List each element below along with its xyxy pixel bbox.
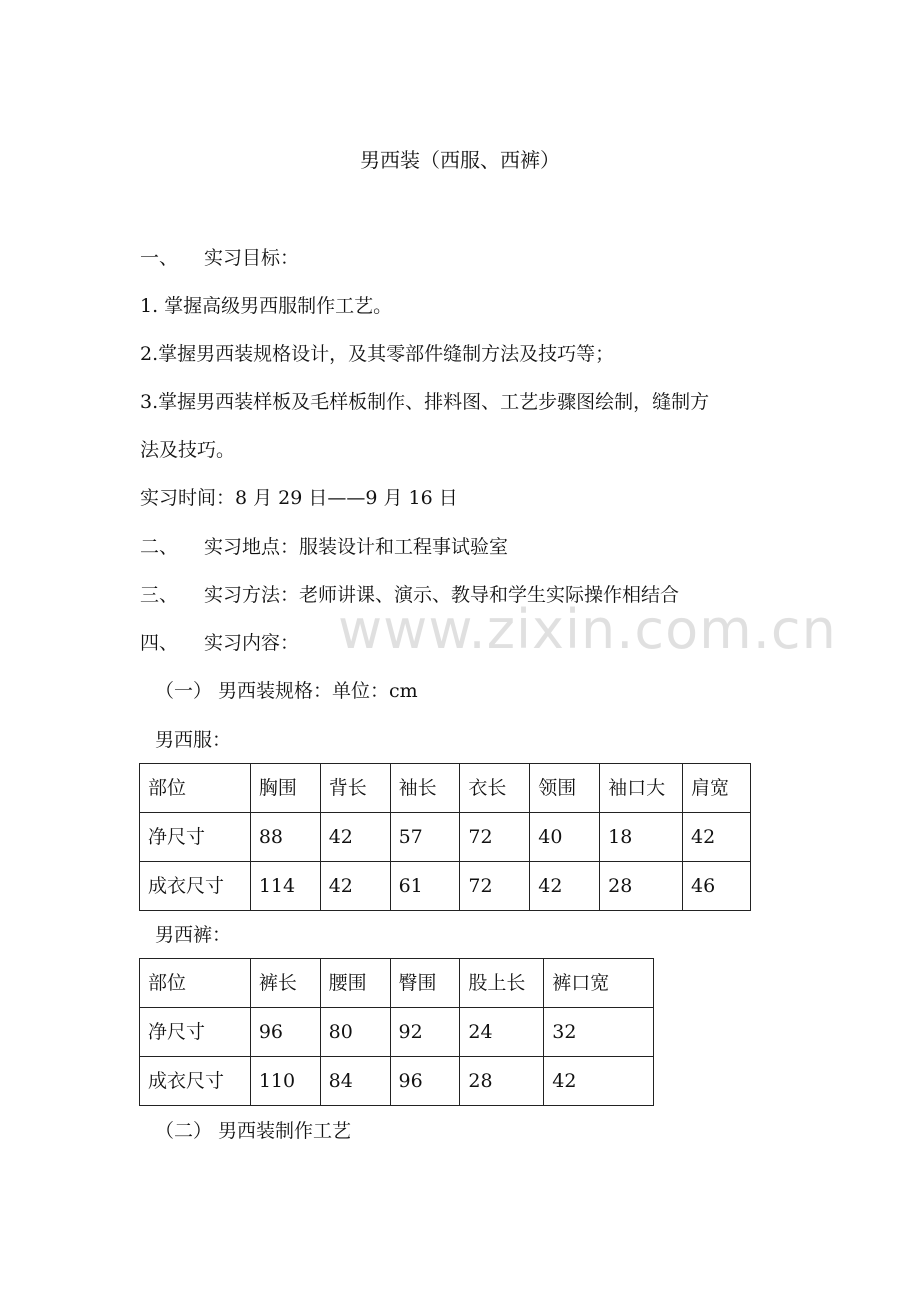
table-header-cell: 衣长 xyxy=(460,764,530,813)
table-cell: 净尺寸 xyxy=(140,1008,251,1057)
table-row xyxy=(140,813,751,862)
section-1-label: 实习目标： xyxy=(204,247,300,269)
table-cell: 成衣尺寸 xyxy=(140,1057,251,1106)
table-cell: 72 xyxy=(460,862,530,911)
table-cell: 18 xyxy=(600,813,683,862)
table-header-row xyxy=(140,959,654,1008)
table-header-cell: 臀围 xyxy=(390,959,460,1008)
table-header-cell: 肩宽 xyxy=(683,764,751,813)
goal-3: 3.掌握男西装样板及毛样板制作、排料图、工艺步骤图绘制，缝制方 xyxy=(140,391,710,413)
table-cell: 88 xyxy=(250,813,320,862)
table-cell: 42 xyxy=(320,862,390,911)
jacket-label: 男西服： xyxy=(155,729,232,751)
table-cell: 114 xyxy=(250,862,320,911)
table-cell: 40 xyxy=(530,813,600,862)
table-row xyxy=(140,1057,654,1106)
table-cell: 24 xyxy=(460,1008,544,1057)
table-cell: 61 xyxy=(390,862,460,911)
trousers-spec-table xyxy=(139,958,654,1106)
table-cell: 28 xyxy=(460,1057,544,1106)
table-cell: 72 xyxy=(460,813,530,862)
table-cell: 80 xyxy=(320,1008,390,1057)
table-cell: 84 xyxy=(320,1057,390,1106)
internship-time: 实习时间：8 月 29 日——9 月 16 日 xyxy=(140,487,458,509)
section-2-label: 实习地点：服装设计和工程事试验室 xyxy=(204,536,509,558)
document-title: 男西装（西服、西裤） xyxy=(360,148,560,172)
table-cell: 46 xyxy=(683,862,751,911)
subsection-2-heading: （二） 男西装制作工艺 xyxy=(155,1120,352,1142)
table-row xyxy=(140,862,751,911)
table-cell: 57 xyxy=(390,813,460,862)
table-cell: 42 xyxy=(530,862,600,911)
table-cell: 32 xyxy=(544,1008,654,1057)
table-header-cell: 裤口宽 xyxy=(544,959,654,1008)
table-header-cell: 部位 xyxy=(140,959,251,1008)
trousers-label: 男西裤： xyxy=(155,924,232,946)
table-cell: 成衣尺寸 xyxy=(140,862,251,911)
goal-1: 1. 掌握高级男西服制作工艺。 xyxy=(140,295,393,317)
table-header-cell: 袖口大 xyxy=(600,764,683,813)
table-cell: 净尺寸 xyxy=(140,813,251,862)
section-4-number: 四、 xyxy=(140,632,179,654)
table-header-cell: 腰围 xyxy=(320,959,390,1008)
table-cell: 42 xyxy=(320,813,390,862)
subsection-1-heading: （一） 男西装规格：单位：cm xyxy=(155,680,418,702)
section-1-heading xyxy=(140,249,299,268)
table-header-cell: 胸围 xyxy=(250,764,320,813)
table-header-cell: 部位 xyxy=(140,764,251,813)
section-1-number: 一、 xyxy=(140,247,179,269)
table-cell: 110 xyxy=(250,1057,320,1106)
table-cell: 96 xyxy=(250,1008,320,1057)
table-cell: 92 xyxy=(390,1008,460,1057)
table-header-cell: 领围 xyxy=(530,764,600,813)
goal-2: 2.掌握男西装规格设计，及其零部件缝制方法及技巧等； xyxy=(140,343,615,365)
table-header-cell: 裤长 xyxy=(250,959,320,1008)
section-4-label: 实习内容： xyxy=(204,632,300,654)
table-row xyxy=(140,1008,654,1057)
table-header-row xyxy=(140,764,751,813)
watermark: www.zixin.com.cn xyxy=(338,598,837,661)
table-cell: 96 xyxy=(390,1057,460,1106)
table-cell: 28 xyxy=(600,862,683,911)
table-header-cell: 袖长 xyxy=(390,764,460,813)
section-2-number: 二、 xyxy=(140,536,179,558)
section-4-heading xyxy=(140,634,299,653)
section-2-heading xyxy=(140,538,508,557)
table-header-cell: 股上长 xyxy=(460,959,544,1008)
table-cell: 42 xyxy=(544,1057,654,1106)
section-3-label: 实习方法：老师讲课、演示、教导和学生实际操作相结合 xyxy=(204,584,680,606)
table-header-cell: 背长 xyxy=(320,764,390,813)
jacket-spec-table xyxy=(139,763,751,911)
section-3-number: 三、 xyxy=(140,584,179,606)
goal-3-continued: 法及技巧。 xyxy=(140,439,236,461)
table-cell: 42 xyxy=(683,813,751,862)
